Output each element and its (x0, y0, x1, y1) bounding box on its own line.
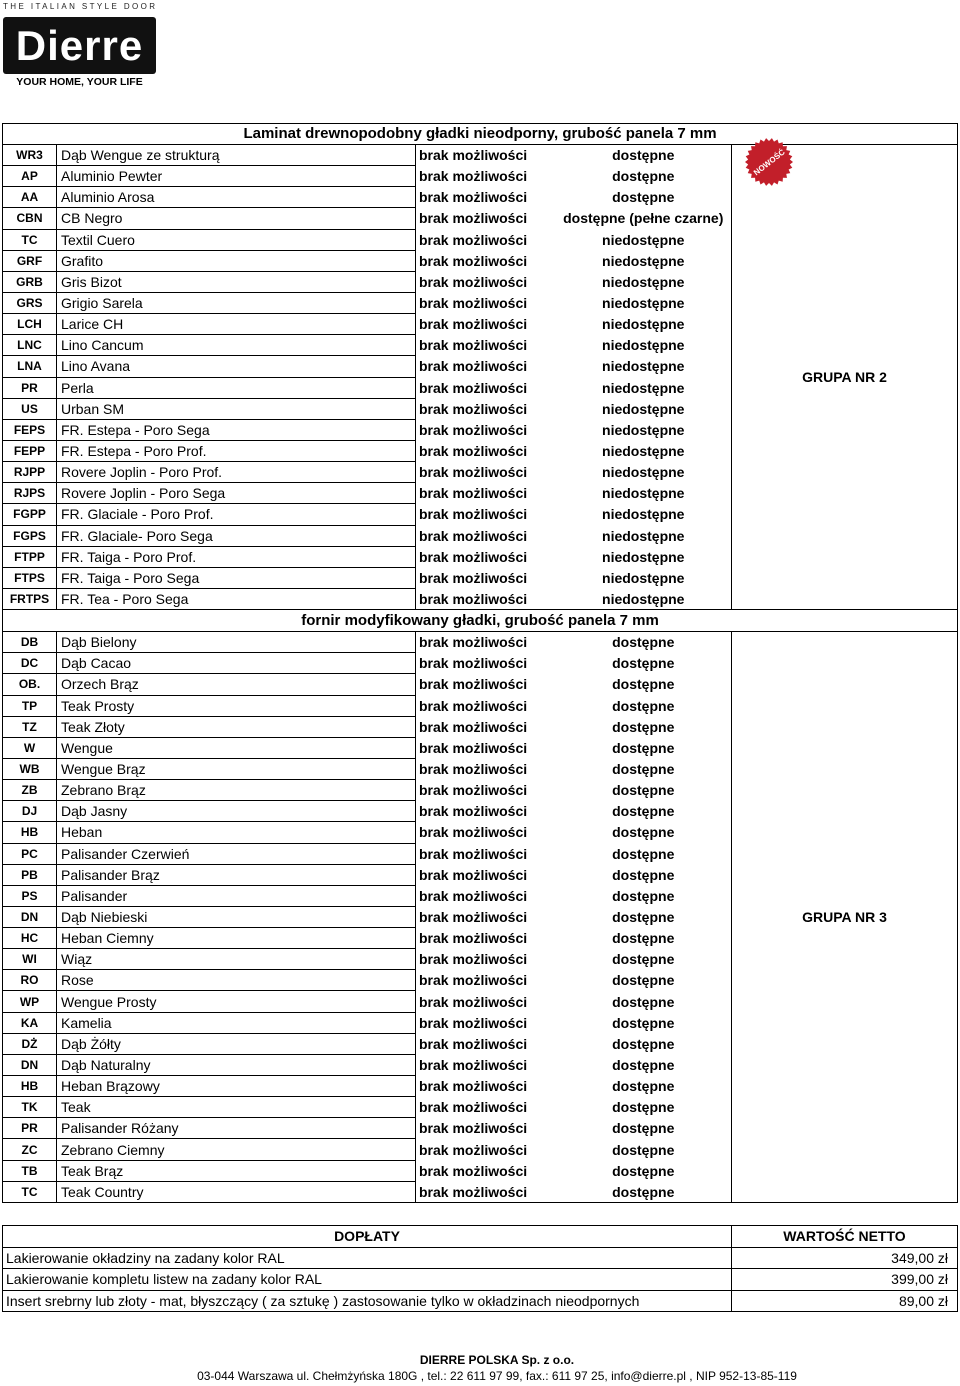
row-name: Palisander Czerwień (57, 843, 416, 864)
row-name: Wengue Prosty (57, 991, 416, 1012)
table-row (3, 145, 958, 166)
row-code: RO (3, 970, 57, 991)
row-name: FR. Estepa - Poro Sega (57, 419, 416, 440)
row-option: brak możliwości (419, 252, 528, 269)
row-option: brak możliwości (419, 316, 528, 333)
row-name: Rovere Joplin - Poro Sega (57, 483, 416, 504)
row-code: US (3, 398, 57, 419)
group-label: GRUPA NR 3 (732, 632, 958, 1203)
row-option: brak możliwości (419, 548, 528, 565)
row-name: Orzech Brąz (57, 674, 416, 695)
row-availability: niedostępne (602, 506, 685, 523)
row-code: WI (3, 949, 57, 970)
surcharge-value: 349,00 zł (732, 1247, 958, 1269)
row-name: Rovere Joplin - Poro Prof. (57, 462, 416, 483)
row-availability: dostępne (612, 1014, 675, 1031)
row-code: FTPS (3, 567, 57, 588)
surcharges-table (2, 1225, 958, 1312)
row-option: brak możliwości (419, 782, 528, 799)
row-availability: niedostępne (602, 569, 685, 586)
row-code: LNC (3, 335, 57, 356)
row-availability: niedostępne (602, 273, 685, 290)
group-label: GRUPA NR 2 (732, 145, 958, 610)
surcharge-row (3, 1247, 958, 1269)
row-code: TC (3, 229, 57, 250)
row-availability: dostępne (612, 634, 675, 651)
row-option: brak możliwości (419, 273, 528, 290)
row-name: Aluminio Arosa (57, 187, 416, 208)
row-name: Teak Country (57, 1181, 416, 1202)
row-option: brak możliwości (419, 803, 528, 820)
row-option: brak możliwości (419, 147, 528, 164)
surcharges-table-body (3, 1226, 958, 1312)
row-name: Gris Bizot (57, 271, 416, 292)
row-option: brak możliwości (419, 231, 528, 248)
row-name: Palisander Brąz (57, 864, 416, 885)
row-code: TK (3, 1097, 57, 1118)
row-name: FR. Glaciale - Poro Prof. (57, 504, 416, 525)
row-name: Dąb Wengue ze strukturą (57, 145, 416, 166)
row-option: brak możliwości (419, 506, 528, 523)
row-availability: niedostępne (602, 252, 685, 269)
row-option: brak możliwości (419, 739, 528, 756)
row-name: Dąb Niebieski (57, 906, 416, 927)
row-name: Grigio Sarela (57, 292, 416, 313)
row-name: CB Negro (57, 208, 416, 229)
logo-brand: Dierre (3, 17, 156, 74)
row-code: FTPP (3, 546, 57, 567)
row-code: DJ (3, 801, 57, 822)
row-option: brak możliwości (419, 1120, 528, 1137)
row-availability: niedostępne (602, 527, 685, 544)
row-availability: niedostępne (602, 231, 685, 248)
row-option: brak możliwości (419, 930, 528, 947)
row-name: Palisander (57, 885, 416, 906)
row-availability: niedostępne (602, 295, 685, 312)
badge-label: NOWOŚĆ (752, 147, 787, 178)
row-name: Heban (57, 822, 416, 843)
row-availability: niedostępne (602, 358, 685, 375)
row-option: brak możliwości (419, 337, 528, 354)
row-code: RJPP (3, 462, 57, 483)
row-availability: dostępne (612, 908, 675, 925)
row-name: Urban SM (57, 398, 416, 419)
row-availability: dostępne (612, 1078, 675, 1095)
row-option: brak możliwości (419, 655, 528, 672)
row-option: brak możliwości (419, 1162, 528, 1179)
row-name: Dąb Bielony (57, 632, 416, 653)
row-code: TC (3, 1181, 57, 1202)
row-name: FR. Taiga - Poro Sega (57, 567, 416, 588)
section-title: fornir modyfikowany gładki, grubość panela 7 mm (3, 610, 958, 632)
row-code: GRS (3, 292, 57, 313)
row-name: Dąb Jasny (57, 801, 416, 822)
row-name: Dąb Cacao (57, 653, 416, 674)
section-header-row (3, 610, 958, 632)
row-name: Heban Brązowy (57, 1076, 416, 1097)
row-availability: dostępne (612, 930, 675, 947)
row-availability: dostępne (612, 1162, 675, 1179)
row-name: FR. Tea - Poro Sega (57, 588, 416, 609)
row-availability: dostępne (612, 168, 675, 185)
row-code: GRF (3, 250, 57, 271)
row-option: brak możliwości (419, 951, 528, 968)
surcharge-value: 399,00 zł (732, 1269, 958, 1291)
row-name: Heban Ciemny (57, 928, 416, 949)
row-name: Teak (57, 1097, 416, 1118)
row-option: brak możliwości (419, 761, 528, 777)
row-option: brak możliwości (419, 590, 528, 607)
row-name: Zebrano Ciemny (57, 1139, 416, 1160)
row-option: brak możliwości (419, 908, 528, 925)
surcharge-row (3, 1269, 958, 1291)
row-code: HB (3, 822, 57, 843)
row-option: brak możliwości (419, 993, 528, 1010)
row-availability: niedostępne (602, 464, 685, 481)
row-option: brak możliwości (419, 824, 528, 841)
surcharge-description: Lakierowanie kompletu listew na zadany kolor RAL (3, 1269, 732, 1291)
row-availability: dostępne (612, 993, 675, 1010)
row-option: brak możliwości (419, 866, 528, 883)
row-availability: niedostępne (602, 316, 685, 333)
row-name: Zebrano Brąz (57, 780, 416, 801)
row-name: Lino Avana (57, 356, 416, 377)
row-code: LCH (3, 314, 57, 335)
new-badge (744, 137, 794, 187)
row-code: OB. (3, 674, 57, 695)
logo-slogan: YOUR HOME, YOUR LIFE (16, 76, 143, 88)
row-name: Teak Prosty (57, 695, 416, 716)
row-code: DB (3, 632, 57, 653)
section-header-row (3, 124, 958, 145)
row-availability: dostępne (612, 845, 675, 862)
row-code: TZ (3, 716, 57, 737)
row-availability: dostępne (612, 1056, 675, 1073)
row-code: WB (3, 758, 57, 779)
row-name: Palisander Różany (57, 1118, 416, 1139)
section-title: Laminat drewnopodobny gładki nieodporny, grubość panela 7 mm (3, 124, 958, 145)
row-option: brak możliwości (419, 379, 528, 396)
row-option: brak możliwości (419, 972, 528, 989)
surcharges-header-label: DOPŁATY (3, 1226, 732, 1248)
row-name: FR. Estepa - Poro Prof. (57, 440, 416, 461)
row-availability: niedostępne (602, 590, 685, 607)
row-option: brak możliwości (419, 1078, 528, 1095)
row-code: FGPS (3, 525, 57, 546)
row-availability: dostępne (612, 655, 675, 672)
table-row (3, 632, 958, 653)
row-code: PS (3, 885, 57, 906)
row-availability: dostępne (612, 1183, 675, 1200)
row-availability: dostępne (612, 1141, 675, 1158)
row-name: Grafito (57, 250, 416, 271)
row-option: brak możliwości (419, 210, 528, 227)
row-availability: dostępne (612, 951, 675, 968)
row-option: brak możliwości (419, 845, 528, 862)
row-code: AA (3, 187, 57, 208)
surcharge-description: Lakierowanie okładziny na zadany kolor RAL (3, 1247, 732, 1269)
row-code: LNA (3, 356, 57, 377)
row-availability: dostępne (pełne czarne) (563, 210, 724, 227)
surcharges-header-value: WARTOŚĆ NETTO (732, 1226, 958, 1248)
row-option: brak możliwości (419, 569, 528, 586)
row-name: Dąb Naturalny (57, 1054, 416, 1075)
row-option: brak możliwości (419, 634, 528, 651)
row-code: TP (3, 695, 57, 716)
row-option: brak możliwości (419, 718, 528, 735)
row-name: Larice CH (57, 314, 416, 335)
row-option: brak możliwości (419, 527, 528, 544)
row-availability: niedostępne (602, 548, 685, 565)
row-option: brak możliwości (419, 1099, 528, 1116)
row-code: GRB (3, 271, 57, 292)
row-availability: dostępne (612, 866, 675, 883)
row-name: FR. Taiga - Poro Prof. (57, 546, 416, 567)
row-code: WR3 (3, 145, 57, 166)
dierre-logo (3, 0, 157, 90)
row-code: HC (3, 928, 57, 949)
row-code: CBN (3, 208, 57, 229)
row-name: FR. Glaciale- Poro Sega (57, 525, 416, 546)
row-option: brak możliwości (419, 485, 528, 502)
row-availability: dostępne (612, 887, 675, 904)
row-name: Teak Brąz (57, 1160, 416, 1181)
row-availability: dostępne (612, 739, 675, 756)
row-code: DC (3, 653, 57, 674)
row-code: ZC (3, 1139, 57, 1160)
row-code: FEPS (3, 419, 57, 440)
price-table (2, 123, 958, 1203)
row-code: DN (3, 906, 57, 927)
row-name: Wengue (57, 737, 416, 758)
row-name: Rose (57, 970, 416, 991)
row-availability: niedostępne (602, 421, 685, 438)
row-option: brak możliwości (419, 1014, 528, 1031)
row-option: brak możliwości (419, 697, 528, 714)
row-code: DN (3, 1054, 57, 1075)
row-code: FEPP (3, 440, 57, 461)
row-availability: dostępne (612, 1120, 675, 1137)
row-availability: dostępne (612, 972, 675, 989)
row-availability: dostępne (612, 1099, 675, 1116)
row-availability: niedostępne (602, 337, 685, 354)
surcharge-row (3, 1290, 958, 1312)
row-code: PR (3, 1118, 57, 1139)
row-option: brak możliwości (419, 400, 528, 417)
row-availability: niedostępne (602, 443, 685, 460)
row-option: brak możliwości (419, 168, 528, 185)
row-code: TB (3, 1160, 57, 1181)
row-code: FRTPS (3, 588, 57, 609)
row-option: brak możliwości (419, 421, 528, 438)
row-code: KA (3, 1012, 57, 1033)
row-option: brak możliwości (419, 443, 528, 460)
row-name: Aluminio Pewter (57, 166, 416, 187)
row-name: Wengue Brąz (57, 758, 416, 779)
row-availability: dostępne (612, 697, 675, 714)
logo-tagline: THE ITALIAN STYLE DOOR (3, 2, 158, 11)
row-option: brak możliwości (419, 1141, 528, 1158)
row-name: Teak Złoty (57, 716, 416, 737)
row-option: brak możliwości (419, 887, 528, 904)
row-option: brak możliwości (419, 358, 528, 375)
row-availability: dostępne (612, 824, 675, 841)
row-code: W (3, 737, 57, 758)
surcharge-value: 89,00 zł (732, 1290, 958, 1312)
row-availability: niedostępne (602, 400, 685, 417)
surcharge-description: Insert srebrny lub złoty - mat, błyszczący ( za sztukę ) zastosowanie tylko w okładzinach nieodpornych (3, 1290, 732, 1312)
price-table-body (3, 124, 958, 1203)
row-availability: niedostępne (602, 485, 685, 502)
footer-company: DIERRE POLSKA Sp. z o.o. (419, 1353, 575, 1367)
row-option: brak możliwości (419, 1035, 528, 1052)
row-availability: dostępne (612, 718, 675, 735)
row-name: Textil Cuero (57, 229, 416, 250)
row-option: brak możliwości (419, 189, 528, 206)
row-name: Wiąz (57, 949, 416, 970)
row-name: Dąb Żółty (57, 1033, 416, 1054)
row-availability: dostępne (612, 1035, 675, 1052)
row-name: Lino Cancum (57, 335, 416, 356)
row-option: brak możliwości (419, 676, 528, 693)
footer-address: 03-044 Warszawa ul. Chełmżyńska 180G , tel.: 22 611 97 99, fax.: 611 97 25, info@dierre.pl , NIP 952-13-85-119 (197, 1369, 797, 1383)
row-availability: dostępne (612, 147, 675, 164)
row-name: Perla (57, 377, 416, 398)
row-code: RJPS (3, 483, 57, 504)
row-code: DŻ (3, 1033, 57, 1054)
row-option: brak możliwości (419, 1056, 528, 1073)
row-availability: dostępne (612, 189, 675, 206)
row-code: WP (3, 991, 57, 1012)
row-availability: dostępne (612, 676, 675, 693)
row-code: ZB (3, 780, 57, 801)
row-option: brak możliwości (419, 464, 528, 481)
row-code: AP (3, 166, 57, 187)
row-code: PB (3, 864, 57, 885)
footer (34, 1352, 960, 1384)
row-code: HB (3, 1076, 57, 1097)
row-availability: dostępne (612, 803, 675, 820)
row-code: PR (3, 377, 57, 398)
row-availability: dostępne (612, 782, 675, 799)
row-availability: niedostępne (602, 379, 685, 396)
surcharges-header-row (3, 1226, 958, 1248)
row-option: brak możliwości (419, 295, 528, 312)
row-code: FGPP (3, 504, 57, 525)
row-availability: dostępne (612, 761, 675, 777)
row-option: brak możliwości (419, 1183, 528, 1200)
row-code: PC (3, 843, 57, 864)
row-name: Kamelia (57, 1012, 416, 1033)
